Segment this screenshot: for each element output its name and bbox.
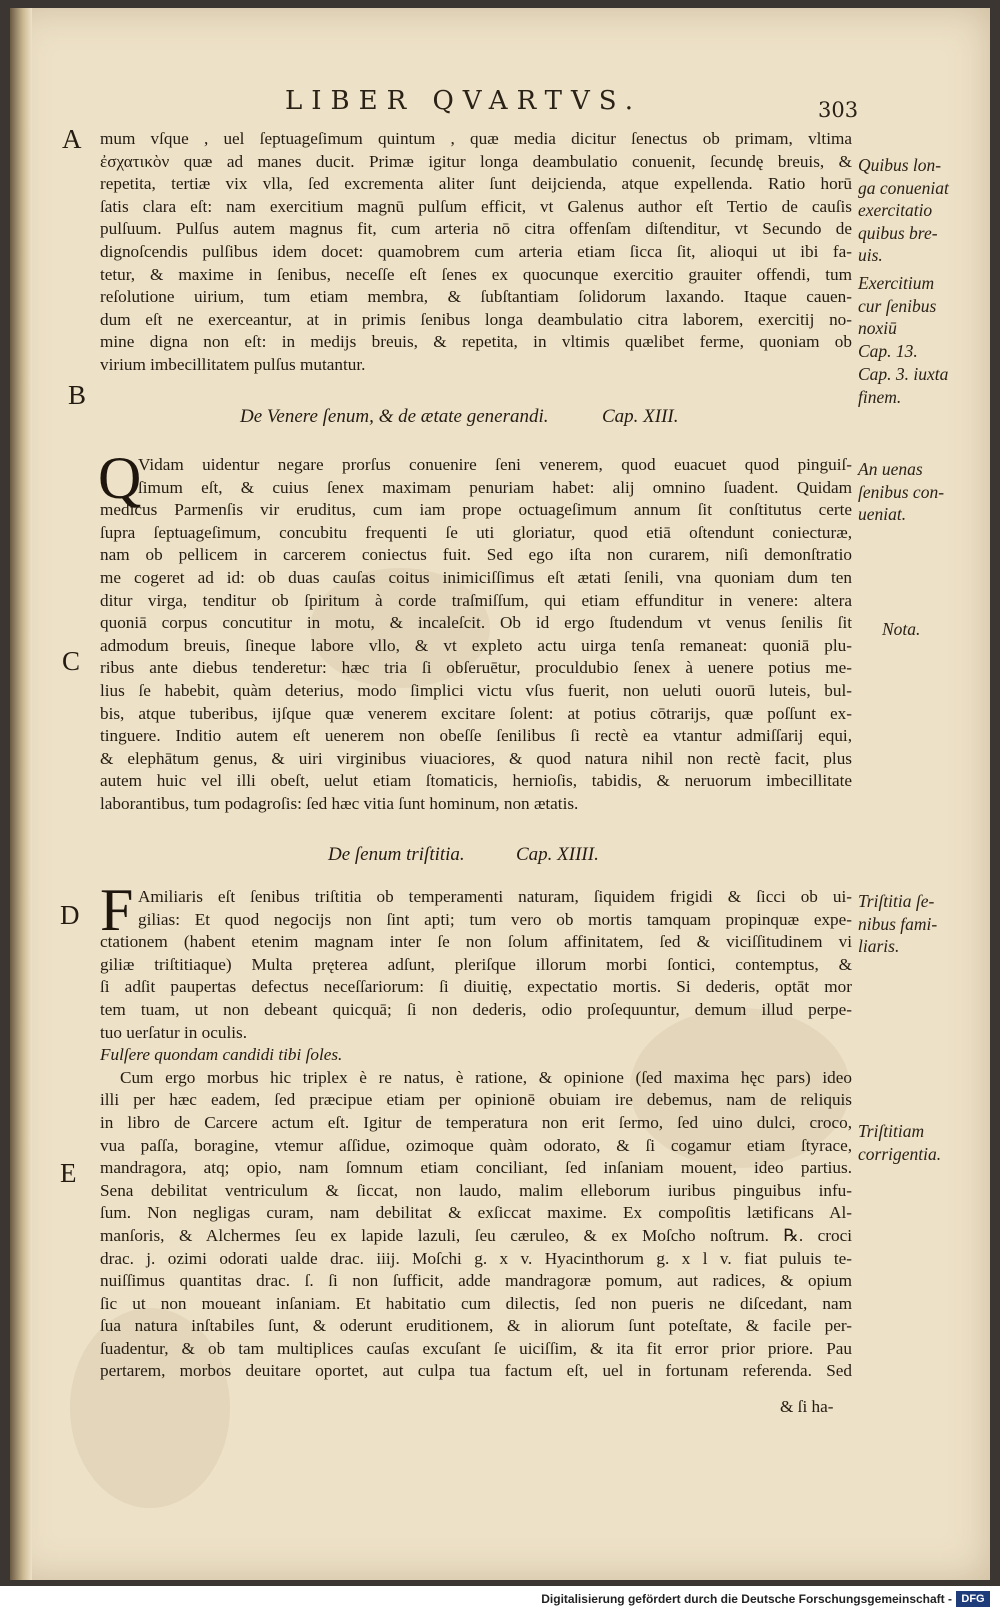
text-line: autem huic vel illi obeſt, uelut etiam ſtomaticis, hernioſis, tabidis, & neruorum imbecillitate xyxy=(100,771,852,791)
text-line: mum vſque , uel ſeptuageſimum quintum , quæ media dicitur ſenectus ob primam, vltima xyxy=(100,129,852,148)
text-line: & elephātum genus, & uiri virginibus viuaciores, & quod natura nihil non rectè facit, plus xyxy=(100,748,852,768)
text-line: laborantibus, tum podagroſis: ſed hæc vitia ſunt hominum, non ætatis. xyxy=(100,793,579,813)
margin-line: An uenas xyxy=(858,459,923,479)
margin-line: Triſtitiam xyxy=(858,1121,925,1141)
margin-line: Triſtitia ſe- xyxy=(858,891,935,911)
margin-note-nota xyxy=(882,618,1000,641)
text-line: ſum. Non negligas curam, nam debilitat & exſiccat maxime. Ex compoſitis lætificans Al- xyxy=(100,1203,852,1223)
text-line: drac. j. ozimi odorati ualde drac. iiij. Moſchi g. x v. Hyacinthorum g. x l v. fiat puluis te- xyxy=(100,1248,852,1268)
section-letter-e: E xyxy=(60,1158,77,1188)
text-line: dum eſt ne exerceantur, at in primis ſenibus longa deambulatio citra laborem, exercitij no- xyxy=(100,309,852,329)
margin-line: ga conueniat xyxy=(858,177,949,198)
paper-sheet xyxy=(10,8,990,1580)
drop-cap-f: F xyxy=(100,877,134,943)
margin-note-cap-13 xyxy=(858,340,988,363)
margin-line: corrigentia. xyxy=(858,1143,942,1164)
text-line: ſuadentur, & ob tam multiplices cauſas excuſant ſe uiciſſim, & ita fit error prior priore. Pau xyxy=(100,1338,852,1358)
text-line: ſimum eſt, & cuius ſenex maximam penuriam habet: alij omnino ſuadent. Quidam xyxy=(138,477,852,497)
text-line: manſoris, & Alchermes ſeu ex lapide lazuli, ſeu cæruleo, & ex Moſcho noſtrum. ℞. croci xyxy=(100,1225,852,1245)
margin-line: finem. xyxy=(858,386,902,407)
text-line: Amiliaris eſt ſenibus triſtitia ob temperamenti naturam, ſiquidem frigidi & ſicci ob ui- xyxy=(138,887,852,906)
text-line: tetur, & maxime in ſenibus, neceſſe eſt ſenes ex quocunque exercitio grauiter offendi, tum xyxy=(100,264,852,284)
margin-line: Cap. 3. iuxta xyxy=(858,364,949,384)
margin-line: ſenibus con- xyxy=(858,481,945,502)
paragraph-chapter-13 xyxy=(98,445,852,816)
margin-line: liaris. xyxy=(858,936,900,957)
text-line: repetita, tertiæ vix vlla, ſed excrementa aliter ſunt deijcienda, atque expellenda. Ratio horū xyxy=(100,174,852,194)
chapter-14-number: Cap. XIIII. xyxy=(516,844,599,865)
text-line: mine digna non eſt: in medijs breuis, & repetita, in vltimis quælibet ferme, quoniam ob xyxy=(100,332,852,352)
page-number: 303 xyxy=(818,98,859,122)
text-line: quoniā corpus concutitur in motu, & incaleſcit. Ob id ergo ſtudendum vt venus ſenilis ſit xyxy=(100,613,852,633)
text-line: bis, atque tuberibus, ijſque quæ venerem excitare ſolent: at potius cōtrarijs, quæ poſſunt ex- xyxy=(100,703,852,723)
text-line: lius ſe habebit, quàm deterius, modo ſimplici victu vſus fuerit, non ueluti ouorū luteis, bul- xyxy=(100,680,852,700)
text-line: ctationem (habent etenim magnam inter ſe non ſolum affinitatem, ſed & viciſſitudinem vi xyxy=(100,932,852,952)
paragraph-chapter-14 xyxy=(100,877,852,1383)
text-line: nam ob pellicem in carcerem coniectus fuit. Sed ego iſta non curarem, niſi demonſtratio xyxy=(100,545,852,565)
text-line: admodum breuis, ſineque labore vllo, & vt expleto actu uirga tenſa remaneat: quoniā plu- xyxy=(100,635,852,655)
margin-line: uis. xyxy=(858,245,883,266)
text-line: Vidam uidentur negare prorſus conuenire ſeni venerem, quod euacuet quod pinguiſ- xyxy=(138,455,852,474)
margin-note-cap-3 xyxy=(858,363,988,408)
drop-cap-q: Q xyxy=(98,445,142,511)
text-line: ſupra ſeptuageſimum, concubitu frequenti ſe uti gloriatur, quod etiā oſtendunt coniecturæ, xyxy=(100,522,852,542)
section-letter-b: B xyxy=(68,380,87,410)
funding-notice: Digitalisierung gefördert durch die Deutsche Forschungsgemeinschaft - xyxy=(541,1592,952,1606)
text-line: ſatis clara eſt: nam exercitium magnū pulſum efficit, vt Galenus author eſt Tertio de cauſis xyxy=(100,196,852,216)
margin-line: Cap. 13. xyxy=(858,341,918,361)
margin-line: exercitatio xyxy=(858,200,933,221)
paragraph-exercise xyxy=(100,128,852,377)
text-line: tuo uerſatur in oculis. xyxy=(100,1022,248,1042)
chapter-14-title: De ſenum triſtitia. xyxy=(328,844,465,865)
text-line: ſua natura inſtabiles ſunt, & oderunt eruditionem, & in aliorum ſunt poteſtate, & facile per- xyxy=(100,1316,852,1336)
margin-note-exercise-harm xyxy=(858,272,988,340)
text-line: vua paſſa, boragine, vtemur aſſidue, ozimoque quàm odorato, & ſi cogamur etiam ſtyrace, xyxy=(100,1135,852,1155)
verse-quote: Fulſere quondam candidi tibi ſoles. xyxy=(100,1045,343,1065)
chapter-13-number: Cap. XIII. xyxy=(602,406,679,427)
text-line: dignoſcendis pulſibus idem docet: quamobrem cum arteria etiam ſicca ſit, alioqui ut ibi fa- xyxy=(100,241,852,261)
margin-line: Quibus lon- xyxy=(858,155,942,175)
digitization-footer xyxy=(0,1586,1000,1614)
text-line: ἐσχατικὸν quæ ad manes ducit. Primæ igitur longa deambulatio conuenit, ſecundę breuis, & xyxy=(100,151,852,171)
section-letter-c: C xyxy=(62,646,81,676)
text-line: Sena debilitat ventriculum & ſiccat, non laudo, malim elleborum iuribus pinguibus infu- xyxy=(100,1180,852,1200)
text-line: pertarem, morbos deuitare oportet, aut culpa tua factum eſt, uel in fortunam referenda. Sed xyxy=(100,1361,852,1381)
dfg-logo: DFG xyxy=(956,1591,990,1607)
text-line: pulſuum. Pulſus autem magnus fit, cum arteria nō citra offenſam diſtenditur, vt Secundo de xyxy=(100,219,852,239)
margin-note-exercise xyxy=(858,154,988,267)
section-letter-a: A xyxy=(62,124,82,154)
running-title: LIBER QVARTVS. xyxy=(285,86,642,116)
text-line: medicus Parmenſis vir eruditus, cum iam prope octuageſimum annum ſit conſtitutus certe xyxy=(100,500,852,520)
margin-note-remedies xyxy=(858,1120,988,1165)
text-line: ſic ut non moueant inſaniam. Et habitatio cum dilectis, ſed non pueris ne diſcedant, nam xyxy=(100,1293,852,1313)
text-line: ribus ante diebus tenderetur: hæc tria ſi obſeruētur, proculdubio ſenex à uenere potius me- xyxy=(100,658,852,678)
text-line: giliæ triſtitiaque) Multa pręterea adſunt, pleriſque illorum morbi ſontici, contemptus, & xyxy=(100,954,852,974)
text-line: illi per hæc eadem, ſed præcipue etiam per opinionē obuiam ire debemus, nam de reliquis xyxy=(100,1090,852,1110)
margin-line: ueniat. xyxy=(858,504,907,525)
margin-line: cur ſenibus xyxy=(858,295,937,316)
margin-note-venus xyxy=(858,458,988,526)
chapter-13-title: De Venere ſenum, & de ætate generandi. xyxy=(240,406,549,427)
text-line: nuiſſimus quantitas drac. ſ. ſi non ſufficit, adde mandragoræ pomum, aut radices, & opium xyxy=(100,1271,852,1291)
text-line: gilias: Et quod negocijs non ſint apti; tum vero ob mortis tamquam propinquæ expe- xyxy=(138,909,852,929)
margin-line: Exercitium xyxy=(858,273,935,293)
text-line: reſolutione uirium, tum etiam membra, & ſubſtantiam ſolidorum laxando. Itaque cauen- xyxy=(100,287,852,307)
text-line: ditur virga, tenditur ob ſpiritum à corde traſmiſſum, qui etiam effunditur in venere: altera xyxy=(100,590,852,610)
text-line: virium imbecillitatem pulſus mutantur. xyxy=(100,354,366,374)
text-line: mandragora, atq; opio, nam ſomnum etiam conciliant, ſed inſaniam mouent, ideo partius. xyxy=(100,1158,852,1178)
catchword: & ſi ha- xyxy=(780,1397,834,1416)
section-letter-d: D xyxy=(60,900,80,930)
text-line: ſi adſit paupertas defectus neceſſariorum: ſi diuitię, expectatio mortis. Si dederis, optāt mor xyxy=(100,977,852,997)
text-line: in libro de Carcere actum eſt. Igitur de temperatura non erit ſermo, ſed uino dulci, croco, xyxy=(100,1112,852,1132)
margin-line: nibus fami- xyxy=(858,913,938,934)
margin-note-sadness xyxy=(858,890,988,958)
text-line: tinguere. Inditio autem eſt uenerem non obeſſe ſenilibus ſi rectè ea vtantur admiſſarij equi, xyxy=(100,726,852,746)
margin-line: Nota. xyxy=(882,619,921,639)
text-line: tem tuam, ut non debeant quicquā; ſi non dederis, odio proſequuntur, demum illud perpe- xyxy=(100,999,852,1019)
margin-line: quibus bre- xyxy=(858,222,938,243)
text-line: Cum ergo morbus hic triplex è re natus, è ratione, & opinione (ſed maxima hęc pars) ideo xyxy=(120,1067,852,1087)
text-line: me cogeret ad id: ob duas cauſas coitus inimiciſſimus eſt ætati ſenili, vna quoniam dum ten xyxy=(100,567,852,587)
binding-gutter xyxy=(10,8,32,1580)
margin-line: noxiū xyxy=(858,318,897,339)
